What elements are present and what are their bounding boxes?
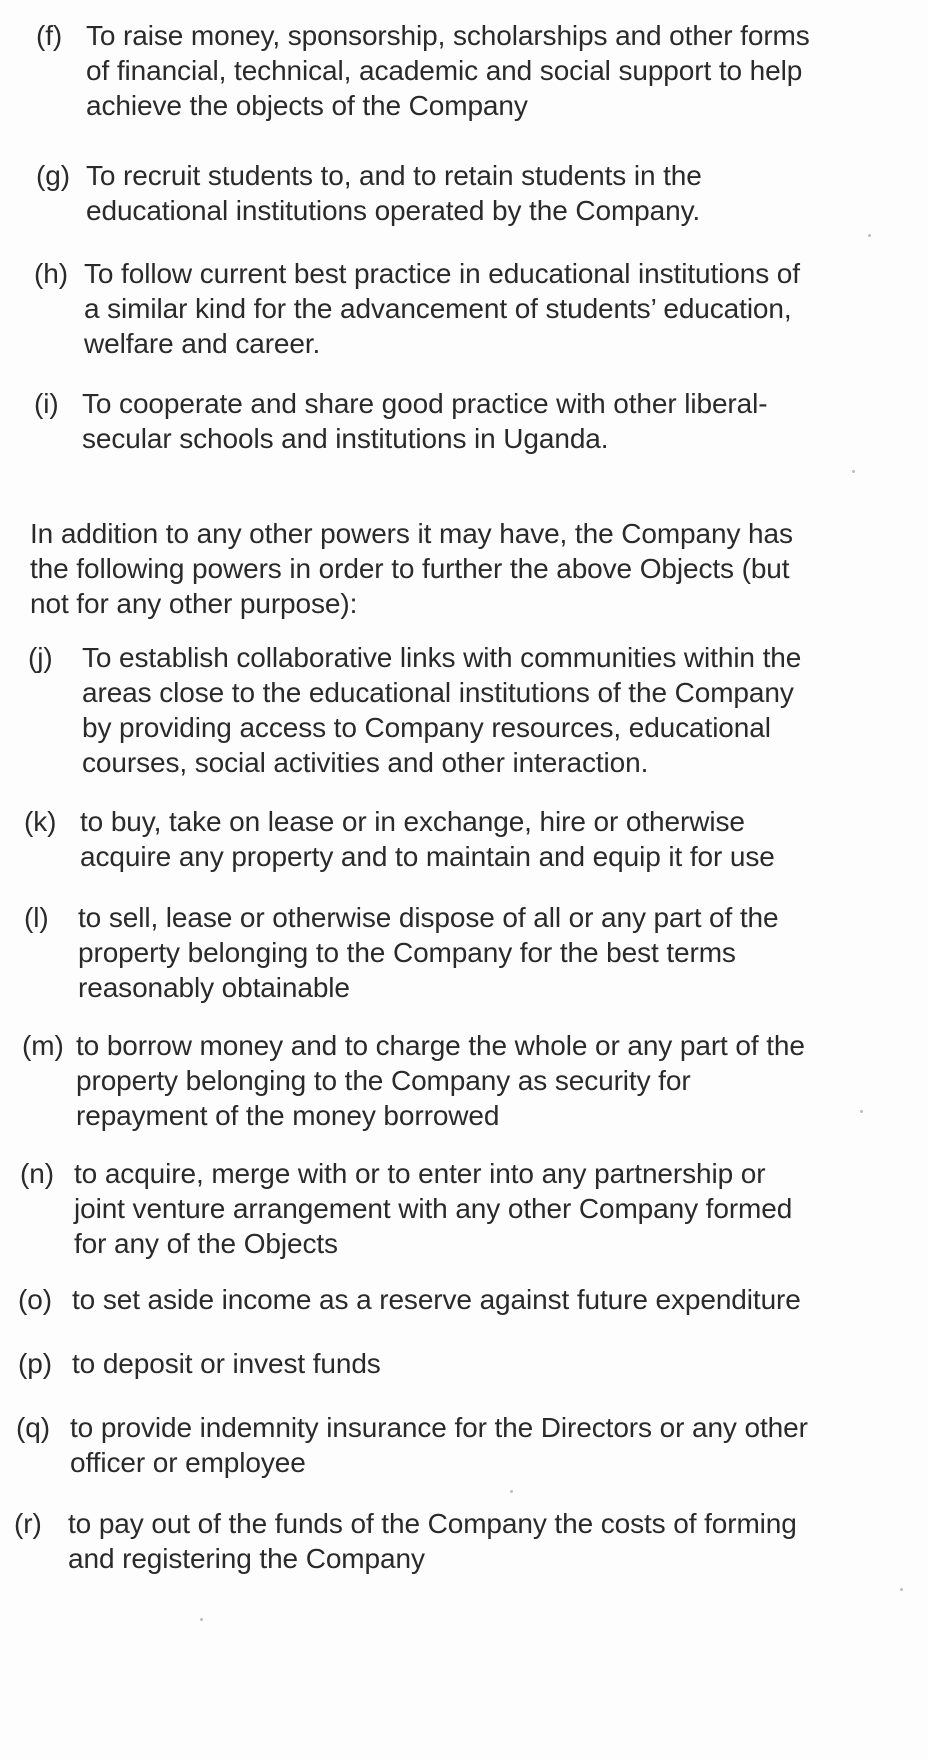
clause-label: (l) — [24, 902, 49, 933]
clause-line: educational institutions operated by the Company. — [86, 195, 701, 226]
clause-label: (m) — [22, 1030, 64, 1061]
clause-line: to provide indemnity insurance for the Directors or any other — [70, 1412, 808, 1443]
clause-line: to acquire, merge with or to enter into any partnership or — [74, 1158, 766, 1189]
clause-label: (q) — [16, 1412, 50, 1443]
clause-text — [74, 1156, 928, 1261]
clause-text — [80, 804, 928, 874]
clause-text — [68, 1506, 928, 1576]
clause-label: (h) — [34, 258, 68, 289]
clause-line: of financial, technical, academic and social support to help — [86, 55, 803, 86]
scan-speck — [852, 470, 855, 473]
clause-label: (j) — [28, 642, 53, 673]
clause-text — [72, 1282, 928, 1317]
scan-speck — [900, 1588, 903, 1591]
scan-speck — [860, 1110, 863, 1113]
clause-line: joint venture arrangement with any other Company formed — [74, 1193, 793, 1224]
clause-label: (k) — [24, 806, 57, 837]
clause-line: for any of the Objects — [74, 1228, 338, 1259]
clause-line: to sell, lease or otherwise dispose of all or any part of the — [78, 902, 779, 933]
clause-text — [76, 1028, 928, 1133]
clause-line: To raise money, sponsorship, scholarships and other forms — [86, 20, 810, 51]
clause-line: officer or employee — [70, 1447, 306, 1478]
scan-speck — [510, 1490, 513, 1493]
clause-line: to borrow money and to charge the whole or any part of the — [76, 1030, 805, 1061]
clause-line: repayment of the money borrowed — [76, 1100, 500, 1131]
powers-intro — [30, 516, 793, 621]
clause-line: a similar kind for the advancement of students’ education, — [84, 293, 792, 324]
clause-line: To recruit students to, and to retain students in the — [86, 160, 702, 191]
clause-line: To follow current best practice in educational institutions of — [84, 258, 800, 289]
clause-line: To cooperate and share good practice with other liberal- — [82, 388, 768, 419]
clause-line: reasonably obtainable — [78, 972, 350, 1003]
clause-label: (o) — [18, 1284, 52, 1315]
clause-text — [82, 640, 928, 780]
clause-line: areas close to the educational institutions of the Company — [82, 677, 794, 708]
clause-label: (n) — [20, 1158, 54, 1189]
scan-speck — [868, 234, 871, 237]
clause-label: (p) — [18, 1348, 52, 1379]
clause-text — [70, 1410, 928, 1480]
clause-line: welfare and career. — [84, 328, 321, 359]
clause-line: secular schools and institutions in Uganda. — [82, 423, 609, 454]
clause-line: property belonging to the Company as security for — [76, 1065, 691, 1096]
clause-label: (g) — [36, 160, 70, 191]
clause-text — [86, 158, 928, 228]
clause-line: To establish collaborative links with communities within the — [82, 642, 802, 673]
clause-line: achieve the objects of the Company — [86, 90, 528, 121]
intro-line: In addition to any other powers it may have, the Company has — [30, 518, 793, 549]
clause-label: (i) — [34, 388, 59, 419]
clause-line: courses, social activities and other interaction. — [82, 747, 649, 778]
clause-line: to deposit or invest funds — [72, 1348, 381, 1379]
clause-text — [72, 1346, 928, 1381]
scan-speck — [200, 1618, 203, 1621]
clause-label: (f) — [36, 20, 63, 51]
intro-line: the following powers in order to further the above Objects (but — [30, 553, 790, 584]
clause-line: to pay out of the funds of the Company the costs of forming — [68, 1508, 797, 1539]
clause-line: to buy, take on lease or in exchange, hire or otherwise — [80, 806, 745, 837]
clause-label: (r) — [14, 1508, 42, 1539]
clause-line: by providing access to Company resources, educational — [82, 712, 771, 743]
clause-text — [78, 900, 928, 1005]
clause-line: property belonging to the Company for the best terms — [78, 937, 736, 968]
clause-text — [82, 386, 928, 456]
clause-text — [84, 256, 928, 361]
clause-line: and registering the Company — [68, 1543, 425, 1574]
intro-line: not for any other purpose): — [30, 588, 358, 619]
clause-text — [86, 18, 928, 123]
clause-line: to set aside income as a reserve against future expenditure — [72, 1284, 801, 1315]
clause-line: acquire any property and to maintain and equip it for use — [80, 841, 775, 872]
